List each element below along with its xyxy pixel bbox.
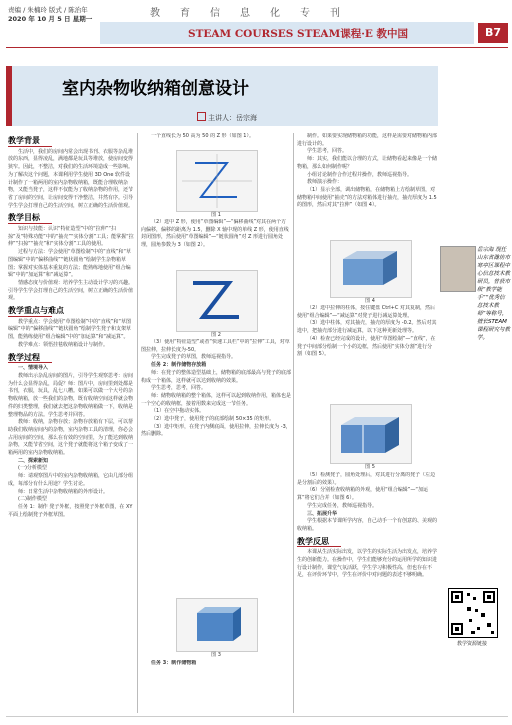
section-heading: 教学反思 (297, 538, 437, 548)
paragraph: （1）显示全部，调出储物箱，在储物箱上方绘制草图，对储物箱中间使用“抽壳”的方法对箱体进行抽壳，抽壳厚度为 1.5 的图形，然后对其“拉伸”（如图 4）。 (297, 186, 437, 209)
text-column-1 (8, 133, 134, 713)
paragraph: （6）分别检查收纳箱的外观，使用“组合编辑”—“加运算”将它们合并（如图 6）。 (297, 487, 428, 502)
author-name: 主讲人：岳宗海 (208, 114, 257, 122)
subheading: 三、拓展升华 (307, 510, 338, 517)
figure-caption: 图 3 (211, 652, 221, 658)
paragraph: 小组讨论制作合作过程并操作，教师巡视指导。 (307, 171, 413, 178)
paragraph: 教学重点：学会使用“草图绘制”中的“直线”和“草图编辑”中的“偏移曲线”“链状圆角”绘制学生凳子和支架草图，能熟练使用“组合编辑”中的“加运算”和“减运算”。 (8, 318, 131, 341)
paragraph: 一个直线长为 50 高为 50 的 Z 形（如图 1）。 (151, 133, 254, 139)
page-number: B7 (478, 23, 508, 43)
paragraph: 教学难点：领悟挂毯收纳箱设计与制作。 (18, 341, 109, 348)
author-bio: 岳宗海 现任山东省潍坊市寒亭区课程中心信息技术教研员，曾获市级“教学能手”“优秀信息技术教师”等称号，擅长STEAM课程研究与教学。 (477, 247, 511, 341)
figure-caption: 图 1 (211, 212, 221, 218)
column-title: STEAM COURSES STEAM课程·E 教中国 (188, 28, 409, 40)
qr-code (448, 588, 498, 638)
date-line: 2020 年 10 月 5 日 星期一 (8, 15, 93, 23)
paragraph: 生活中，我们的房间内常会出现书刊、衣服等杂乱堆放的东西，显得凌乱，满地都是玩具等堆放，使房间变得狭窄。因此，不整洁，对我们的生活环境造成一些影响。为了解决这个问题，本课利用学生使用 3D One 软件设计制作了一箱两用的室内杂物收纳箱，既能合理收纳杂物，又能当凳子，这样不仅能为了收纳杂物的作用，还节省了房间的空间，让房间变得干净整洁，井然有序。引导学生学会打理自己的生活空间，树立正确的生活价值观。 (8, 148, 134, 209)
editor-line: 责编 / 朱楠玲 版式 / 陈治年 (8, 6, 88, 14)
paragraph: 过程与方法：学会使用“草图绘制”中的“直线”和“草图编辑”中的“偏移曲线”“链状圆角”绘制学生杂物箱草图；掌握对实体基本重复的方法；能熟练地使用“组合编辑”中的“加运算”和“减运算”。 (8, 249, 131, 279)
footer-divider (6, 716, 508, 717)
paragraph: 学生完成任务，教师巡视指导。 (307, 502, 378, 509)
article-title: 室内杂物收纳箱创意设计 (62, 79, 249, 99)
header-slogan: 教育信息化专刊 (150, 8, 360, 19)
paragraph: 教师出示杂乱房间的图片，引导学生观察思考：房间为什么会显得杂乱，局促？师：图片中，房间里到处都是书刊，衣服，玩具，乱七八糟。如果可以做一个大号的杂物收纳箱，放一些我们的杂物，既有收纳空间这样就会物件的归类整理，我们就去把这杂物收纳箱做一下，收纳是整理物品的方法。学生思考并回答。 (8, 372, 134, 418)
figure-4 (330, 240, 412, 298)
paragraph: 本课从生活实际出发，以学生的实际生活为出发点，培养学生的创新能力。在操作中，学生们能够充分的运用所学的知识进行设计制作，课堂气氛活跃，学生学习积极性高，但也存在不足，在评价环节中，学生在评价中对问题的表述不够明确。 (297, 549, 437, 579)
z-shape-sketch (177, 151, 257, 211)
paragraph: （1）在空中拖动实体。 (151, 408, 205, 415)
paragraph: （3）使用“特征造型”或者“快速工具栏”中的“拉伸”工具，对草图拉伸，拉伸长度为-50。 (141, 339, 290, 353)
paragraph: 师：请观察图片中的室内杂物收纳箱，它由几部分组成，每部分有什么用途？学生讨论。 (8, 473, 134, 487)
qr-code-icon (449, 589, 497, 637)
text-column-3-a (297, 133, 437, 237)
section-heading: 教学目标 (8, 214, 134, 224)
page-header-info (8, 6, 92, 24)
stool-box-model (331, 241, 411, 297)
subheading: 任务 2：制作储物存放箱 (151, 362, 207, 369)
qr-caption: 教学资源链接 (456, 641, 487, 647)
text-column-3-c (297, 472, 437, 712)
text-column-2-a (141, 219, 291, 267)
paragraph: 师：其实，我们能以合理的方式，让储物看起来像是一个储物箱，那么如何制作呢？ (297, 156, 437, 170)
subheading: (一)分析模型 (18, 465, 47, 472)
paragraph: （3）选中矩形，在凳子内侧底面，使用拉伸，拉伸长度为 -3，然后删除。 (141, 423, 291, 438)
text-column-2-c (141, 660, 291, 710)
author-photo (440, 246, 476, 292)
figure-caption: 图 4 (365, 298, 375, 304)
section-heading: 教学重点与难点 (8, 307, 134, 317)
subheading: 一、情境导入 (18, 365, 49, 372)
figure-caption: 图 2 (211, 332, 221, 338)
paragraph: 学生完成凳子的草图，教师巡视指导。 (151, 354, 237, 361)
author-square-icon (197, 112, 206, 121)
paragraph: （2）选中凳子，使用凳子的底部绘制 50×35 的矩形。 (151, 416, 275, 423)
text-column-3-b (297, 305, 437, 401)
paragraph: 教师演示操作： (307, 179, 343, 186)
paragraph: 学生思考，思考，回答。 (151, 385, 207, 392)
paragraph: 学生根据本节课所学内容，自己动手一个有创意的、美观的收纳箱。 (297, 518, 437, 532)
figure-3 (176, 598, 258, 652)
split-box-model (331, 405, 411, 463)
article-author (197, 112, 257, 123)
paragraph: 教师：收纳，杂物存放；杂物存放箱有下层，可以帮助我们收纳房间内的杂物，室内杂物工具的清理，你必会占用房间的空间，那么在有效的空间里，为了能达到收纳杂物，又能节省空间，这个凳子就能将这个箱子变成了一箱两用的室内杂物收纳箱。 (8, 419, 134, 457)
paragraph: （2）选中拉伸的柱体，按住键盘 Ctrl+C 对其复制，然后使用“组合编辑”—“减运算”对凳子进行减运算处理。 (297, 305, 435, 319)
section-heading: 教学背景 (8, 137, 134, 147)
box-model-3d (177, 599, 257, 651)
paragraph: （2）选中 Z 形，使用“草图编辑”—“偏移曲线”对其在两个方向偏移，偏移的距离为 1.5，删除 X 轴中现的单线 Z 形，使用直线封闭图形，然后使用“草图编辑”—“链状圆角”对 Z 形进行圆角处理，圆角参数为 3（如图 2）。 (141, 219, 289, 249)
column-divider (137, 133, 138, 713)
paragraph: 师：储物收纳箱的整个箱体，这样可以起到收纳作用，箱体也是一个空心的收纳框，接着用数来完成这一节任务。 (141, 392, 291, 407)
paragraph: 师：日常生活中杂物收纳箱的外形设计。 (18, 488, 109, 495)
paragraph: （5）检测凳子，圆角处理后，对其进行分离的凳子（左边是分割后的效果）。 (297, 472, 436, 486)
paragraph: 情感态度与价值观：培养学生主动设计学习的兴趣。引导学生学会打理自己的生活空间，树立正确的生活价值观。 (8, 279, 134, 302)
figure-5 (330, 404, 412, 464)
paragraph: （4）检查已经完成的设计，使用“草图绘制”—“直线”，在凳子中间部分绘制一个小的边框，然后使用“实体分割”进行分割（如图 5）。 (297, 335, 436, 358)
paragraph: 知识与技能：认识“特征造型”中的“拉伸”“扫掠”及“特殊功能”中的“抽壳”“实体分割”工具；能掌握“拉伸”“扫掠”“抽壳”和“实体分割”工具的使用。 (8, 226, 134, 248)
figure-caption: 图 5 (365, 464, 375, 470)
section-heading: 教学过程 (8, 354, 134, 364)
subheading: 任务 3：制作储物箱 (151, 660, 197, 666)
figure-1 (176, 150, 258, 212)
paragraph: （3）选中柱体，对其抽壳，抽壳的厚度为 -0.2。然后对其选中，把抽壳部分进行减运算，以下这种更新处理等。 (297, 320, 437, 335)
paragraph: 任务 1：制作 凳子外框，按照凳子外框草图，在 XY 平面上绘制凳子外框草图。 (8, 503, 133, 518)
offset-shape-sketch (177, 271, 257, 331)
paragraph: 学生思考，回答。 (307, 148, 348, 155)
subheading: (二)制作模型 (18, 496, 47, 503)
paragraph: 师：在凳子的整体造型基础上，储物箱的底部最高与凳子的底部构成一个箱体，这样就可以达到收纳的效果。 (141, 369, 291, 384)
column-divider (293, 133, 294, 713)
figure-2 (176, 270, 258, 332)
title-accent-bar (6, 66, 12, 126)
text-column-2-b (141, 339, 291, 537)
header-divider (6, 47, 508, 48)
paragraph: 制作。如果要实现储物箱的功能，这样是需要对储物箱内部进行设计的。 (297, 133, 437, 147)
text-column-2-top (141, 133, 291, 149)
subheading: 二、探索新知 (18, 457, 49, 464)
